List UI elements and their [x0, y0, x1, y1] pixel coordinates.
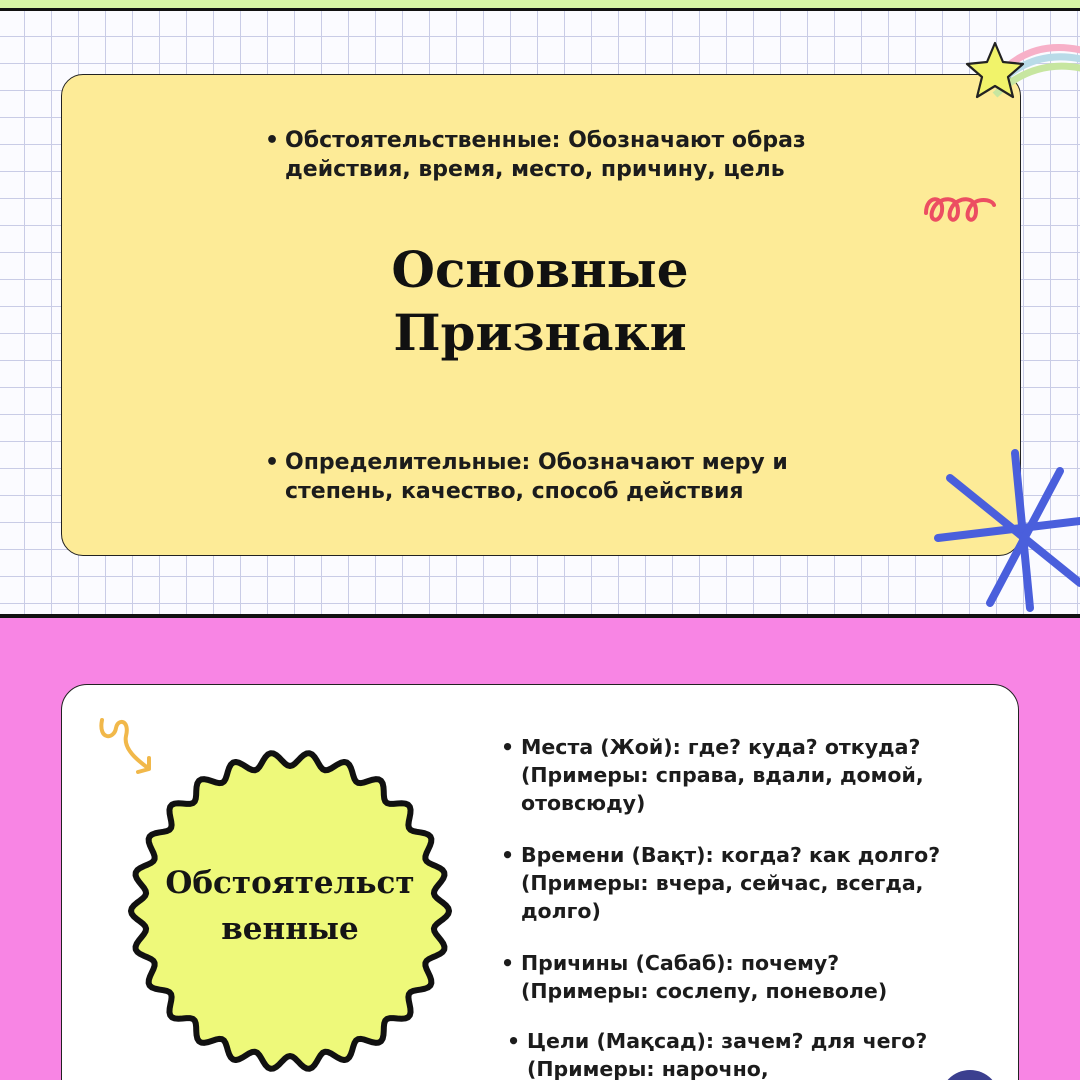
asterisk-burst-icon	[930, 443, 1080, 614]
slide-title: Основные Признаки	[391, 240, 689, 362]
bullet-attributive: • Определительные: Обозначают меру и степень, качество, способ действия	[285, 448, 845, 506]
list-item: • Цели (Мақсад): зачем? для чего? (Примеры: нарочно,	[527, 1027, 947, 1080]
list-item: • Времени (Вақт): когда? как долго? (Примеры: вчера, сейчас, всегда, долго)	[521, 841, 941, 925]
top-strip	[0, 0, 1080, 11]
bullet-adverbial: • Обстоятельственные: Обозначают образ действия, время, место, причину, цель	[285, 126, 845, 184]
list-item: • Причины (Сабаб): почему? (Примеры: сослепу, поневоле)	[521, 949, 941, 1005]
star-rainbow-icon	[955, 29, 1080, 129]
slide-adverbial-types	[0, 618, 1080, 1080]
badge-label: Обстоятельст венные	[165, 865, 415, 947]
squiggle-loop-icon	[920, 187, 1000, 237]
list-item: • Места (Жой): где? куда? откуда? (Примеры: справа, вдали, домой, отовсюду)	[521, 733, 941, 817]
slide-main-features	[0, 11, 1080, 614]
